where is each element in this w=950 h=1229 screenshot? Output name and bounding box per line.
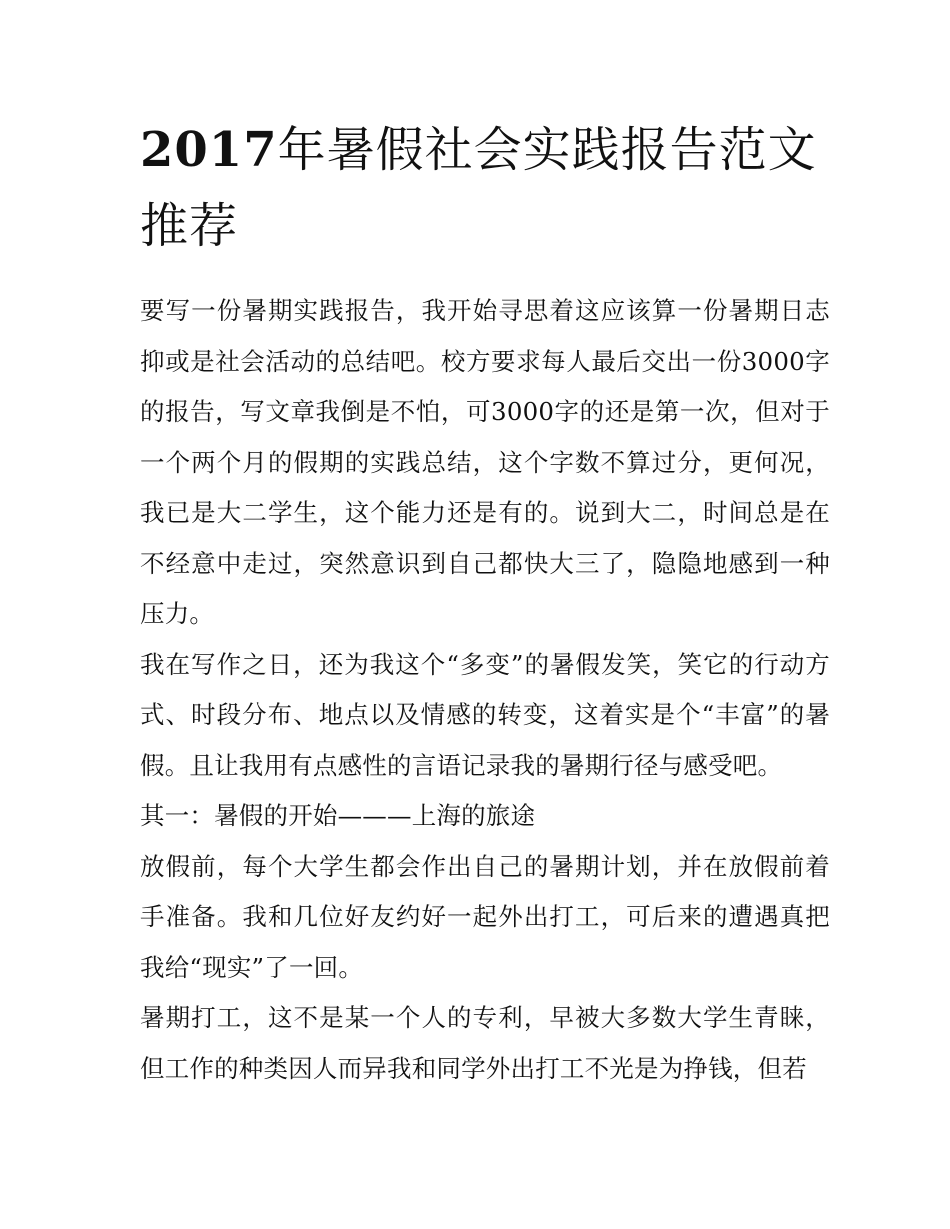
document-title <box>140 112 830 264</box>
title-year: 2017 <box>140 122 278 178</box>
paragraph-intro: 要写一份暑期实践报告，我开始寻思着这应该算一份暑期日志抑或是社会活动的总结吧。校方要求每人最后交出一份3000字的报告，写文章我倒是不怕，可3000字的还是第一次，但对于一个两个月的假期的实践总结，这个字数不算过分，更何况，我已是大二学生，这个能力还是有的。说到大二，时间总是在不经意中走过，突然意识到自己都快大三了，隐隐地感到一种压力。 <box>140 296 830 628</box>
paragraph-work: 暑期打工，这不是某一个人的专利，早被大多数大学生青睐，但工作的种类因人而异我和同学外出打工不光是为挣钱，但若 <box>140 1003 830 1083</box>
paragraph-plan: 放假前，每个大学生都会作出自己的暑期计划，并在放假前着手准备。我和几位好友约好一起外出打工，可后来的遭遇真把我给“现实”了一回。 <box>140 851 830 982</box>
document-body <box>140 286 830 1094</box>
document-page <box>140 112 830 1094</box>
section-heading: 其一：暑假的开始———上海的旅途 <box>140 801 536 830</box>
title-text: 年暑假社会实践报告范文推荐 <box>140 122 817 254</box>
paragraph-reflection: 我在写作之日，还为我这个“多变”的暑假发笑，笑它的行动方式、时段分布、地点以及情感的转变，这着实是个“丰富”的暑假。且让我用有点感性的言语记录我的暑期行径与感受吧。 <box>140 649 830 780</box>
